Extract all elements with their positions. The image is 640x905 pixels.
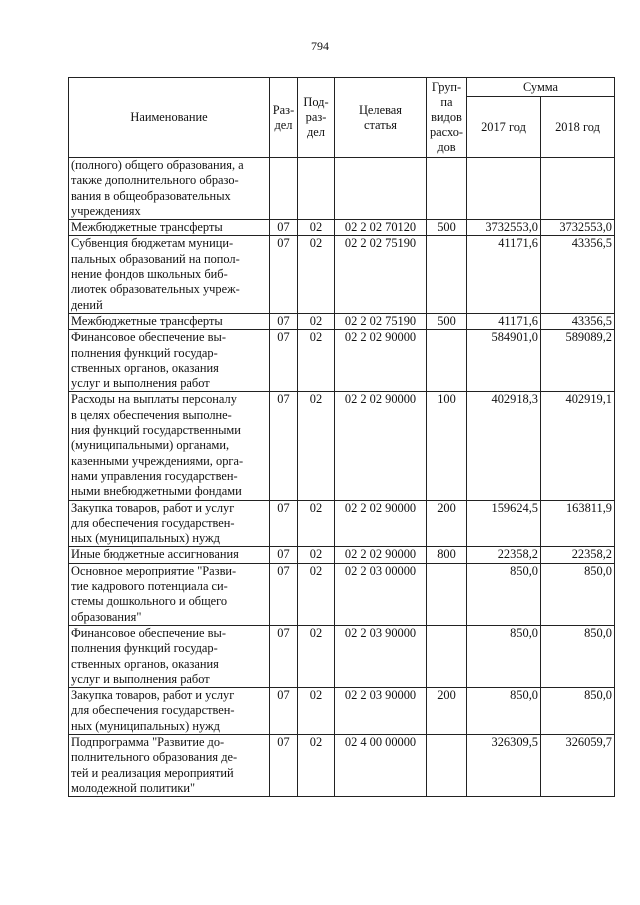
- row-group: 100: [427, 392, 467, 500]
- row-group: [427, 734, 467, 796]
- page-number: 794: [311, 39, 329, 53]
- row-article: 02 2 02 70120: [335, 220, 427, 236]
- header-sum: Сумма: [467, 78, 615, 97]
- row-section: 07: [270, 313, 298, 329]
- row-2018: 850,0: [541, 625, 615, 687]
- row-group: 200: [427, 688, 467, 735]
- row-group: 500: [427, 313, 467, 329]
- row-subsection: 02: [298, 313, 335, 329]
- table-header: [69, 78, 615, 158]
- row-2017: 159624,5: [467, 500, 541, 547]
- row-article: 02 2 02 75190: [335, 236, 427, 313]
- row-subsection: 02: [298, 500, 335, 547]
- table-row: [69, 734, 615, 796]
- row-2017: 41171,6: [467, 313, 541, 329]
- row-article: 02 2 02 90000: [335, 330, 427, 392]
- row-2017: 326309,5: [467, 734, 541, 796]
- row-2017: 850,0: [467, 563, 541, 625]
- row-group: 500: [427, 220, 467, 236]
- budget-table: [68, 77, 615, 797]
- row-2018: 163811,9: [541, 500, 615, 547]
- header-section: Раз- дел: [270, 78, 298, 158]
- row-group: [427, 625, 467, 687]
- row-2017: 22358,2: [467, 547, 541, 563]
- table-row: [69, 330, 615, 392]
- header-expense-group: Груп- па видов расхо- дов: [427, 78, 467, 158]
- row-group: [427, 563, 467, 625]
- header-target-article: Целевая статья: [335, 78, 427, 158]
- row-section: 07: [270, 625, 298, 687]
- row-article: 02 2 02 75190: [335, 313, 427, 329]
- row-section: 07: [270, 392, 298, 500]
- row-name: Основное мероприятие "Разви- тие кадрового потенциала си- стемы дошкольного и общего образования": [69, 563, 270, 625]
- row-subsection: 02: [298, 625, 335, 687]
- row-article: 02 2 02 90000: [335, 547, 427, 563]
- row-subsection: 02: [298, 734, 335, 796]
- row-subsection: [298, 158, 335, 220]
- row-2018: 850,0: [541, 563, 615, 625]
- row-article: 02 2 02 90000: [335, 392, 427, 500]
- row-article: 02 2 03 00000: [335, 563, 427, 625]
- table-row: [69, 688, 615, 735]
- row-name: Закупка товаров, работ и услуг для обеспечения государствен- ных (муниципальных) нужд: [69, 500, 270, 547]
- row-section: 07: [270, 688, 298, 735]
- row-name: Закупка товаров, работ и услуг для обеспечения государствен- ных (муниципальных) нужд: [69, 688, 270, 735]
- row-2018: 589089,2: [541, 330, 615, 392]
- row-article: [335, 158, 427, 220]
- row-section: 07: [270, 236, 298, 313]
- row-2017: 850,0: [467, 688, 541, 735]
- row-group: 800: [427, 547, 467, 563]
- table-row: [69, 313, 615, 329]
- row-name: Межбюджетные трансферты: [69, 313, 270, 329]
- row-2017: 41171,6: [467, 236, 541, 313]
- table-row: [69, 236, 615, 313]
- row-2018: 850,0: [541, 688, 615, 735]
- row-section: 07: [270, 500, 298, 547]
- row-article: 02 4 00 00000: [335, 734, 427, 796]
- header-year-2018: 2018 год: [541, 97, 615, 158]
- table-body: [69, 158, 615, 797]
- table-row: [69, 563, 615, 625]
- table-row: [69, 158, 615, 220]
- row-subsection: 02: [298, 392, 335, 500]
- row-section: 07: [270, 547, 298, 563]
- row-subsection: 02: [298, 236, 335, 313]
- table-row: [69, 220, 615, 236]
- row-subsection: 02: [298, 330, 335, 392]
- row-2018: 402919,1: [541, 392, 615, 500]
- table-row: [69, 500, 615, 547]
- row-group: [427, 236, 467, 313]
- row-2017: 402918,3: [467, 392, 541, 500]
- row-name: Субвенция бюджетам муници- пальных образований на попол- нение фондов школьных биб- лиотек образовательных учреж- дений: [69, 236, 270, 313]
- table-row: [69, 547, 615, 563]
- row-2017: 584901,0: [467, 330, 541, 392]
- row-section: [270, 158, 298, 220]
- row-2018: 22358,2: [541, 547, 615, 563]
- row-name: Расходы на выплаты персоналу в целях обеспечения выполне- ния функций государственными (муниципальными) органами, казенными учреждениями, орга- нами управления государствен- ными внебюджетными фондами: [69, 392, 270, 500]
- row-group: [427, 158, 467, 220]
- row-subsection: 02: [298, 563, 335, 625]
- header-year-2017: 2017 год: [467, 97, 541, 158]
- row-article: 02 2 03 90000: [335, 688, 427, 735]
- row-2018: 43356,5: [541, 313, 615, 329]
- header-name: Наименование: [69, 78, 270, 158]
- row-2018: 3732553,0: [541, 220, 615, 236]
- row-name: Подпрограмма "Развитие до- полнительного образования де- тей и реализация мероприятий молодежной политики": [69, 734, 270, 796]
- row-2017: [467, 158, 541, 220]
- row-subsection: 02: [298, 547, 335, 563]
- row-name: Межбюджетные трансферты: [69, 220, 270, 236]
- row-name: Финансовое обеспечение вы- полнения функций государ- ственных органов, оказания услуг и выполнения работ: [69, 330, 270, 392]
- row-group: 200: [427, 500, 467, 547]
- table-row: [69, 625, 615, 687]
- row-2017: 850,0: [467, 625, 541, 687]
- row-article: 02 2 02 90000: [335, 500, 427, 547]
- header-subsection: Под- раз- дел: [298, 78, 335, 158]
- row-group: [427, 330, 467, 392]
- row-section: 07: [270, 734, 298, 796]
- row-2018: [541, 158, 615, 220]
- row-section: 07: [270, 563, 298, 625]
- row-name: (полного) общего образования, а также дополнительного образо- вания в общеобразовательных учреждениях: [69, 158, 270, 220]
- table-row: [69, 392, 615, 500]
- row-section: 07: [270, 330, 298, 392]
- row-2017: 3732553,0: [467, 220, 541, 236]
- row-subsection: 02: [298, 688, 335, 735]
- row-2018: 326059,7: [541, 734, 615, 796]
- row-2018: 43356,5: [541, 236, 615, 313]
- row-name: Финансовое обеспечение вы- полнения функций государ- ственных органов, оказания услуг и выполнения работ: [69, 625, 270, 687]
- row-article: 02 2 03 90000: [335, 625, 427, 687]
- row-subsection: 02: [298, 220, 335, 236]
- row-name: Иные бюджетные ассигнования: [69, 547, 270, 563]
- row-section: 07: [270, 220, 298, 236]
